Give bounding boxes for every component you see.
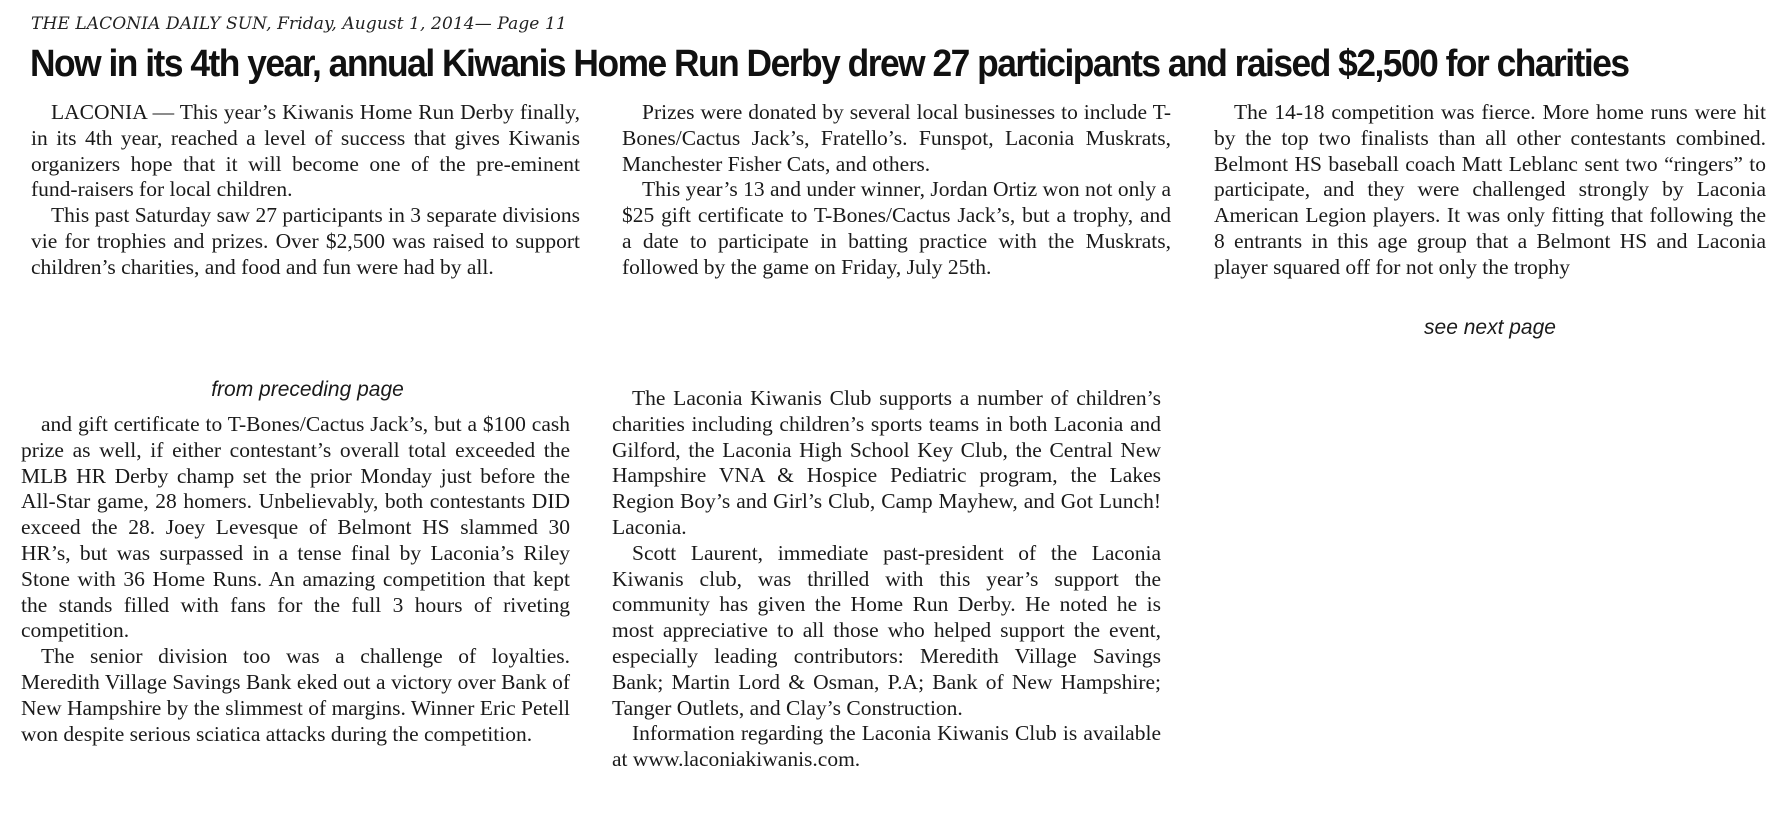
paragraph: This past Saturday saw 27 participants in 3 separate divisions vie for trophies and prizes. Over $2,500 was raised to support children’s charities, and food and fun were had by all. xyxy=(31,203,580,279)
paragraph: LACONIA — This year’s Kiwanis Home Run Derby finally, in its 4th year, reached a level of success that gives Kiwanis organizers hope that it will become one of the pre-eminent fund-raisers for local children. xyxy=(31,100,580,202)
article-column-2 xyxy=(622,100,1171,281)
paragraph: Information regarding the Laconia Kiwanis Club is available at www.laconiakiwanis.com. xyxy=(612,721,1161,772)
paragraph: The senior division too was a challenge of loyalties. Meredith Village Savings Bank eked out a victory over Bank of New Hampshire by the slimmest of margins. Winner Eric Petell won despite serious sciatica attacks during the competition. xyxy=(21,644,570,746)
paragraph: Scott Laurent, immediate past-president of the Laconia Kiwanis club, was thrilled with this year’s support the community has given the Home Run Derby. He noted he is most appreciative to all those who helped support the event, especially leading contributors: Meredith Village Savings Bank; Martin Lord & Osman, P.A; Bank of New Hampshire; Tanger Outlets, and Clay’s Construction. xyxy=(612,540,1161,720)
article-headline: Now in its 4th year, annual Kiwanis Home Run Derby drew 27 participants and raised $2,500 for charities xyxy=(30,43,1629,85)
paragraph: The 14-18 competition was fierce. More home runs were hit by the top two finalists than all other contestants combined. Belmont HS baseball coach Matt Leblanc sent two “ringers” to participate, and they were challenged strongly by Laconia American Legion players. It was only fitting that following the 8 entrants in this age group that a Belmont HS and Laconia player squared off for not only the trophy xyxy=(1214,100,1766,279)
paragraph: This year’s 13 and under winner, Jordan Ortiz won not only a $25 gift certificate to T-Bones/Cactus Jack’s, but a trophy, and a date to participate in batting practice with the Muskrats, followed by the game on Friday, July 25th. xyxy=(622,177,1171,279)
paragraph: and gift certificate to T-Bones/Cactus Jack’s, but a $100 cash prize as well, if either contestant’s overall total exceeded the MLB HR Derby champ set the prior Monday just before the All-Star game, 28 homers. Unbelievably, both contestants DID exceed the 28. Joey Levesque of Belmont HS slammed 30 HR’s, but was surpassed in a tense final by Laconia’s Riley Stone with 36 Home Runs. An amazing competition that kept the stands filled with fans for the full 3 hours of riveting competition. xyxy=(21,412,570,643)
article-column-5 xyxy=(612,386,1161,773)
see-next-page-label: see next page xyxy=(1424,316,1556,339)
page-dateline: THE LACONIA DAILY SUN, Friday, August 1, 2014— Page 11 xyxy=(31,14,567,34)
paragraph: Prizes were donated by several local businesses to include T-Bones/Cactus Jack’s, Fratello’s. Funspot, Laconia Muskrats, Manchester Fisher Cats, and others. xyxy=(622,100,1171,176)
article-column-3 xyxy=(1214,100,1766,281)
article-column-1 xyxy=(31,100,580,281)
article-column-4 xyxy=(21,412,570,747)
from-preceding-page-label: from preceding page xyxy=(211,378,404,401)
paragraph: The Laconia Kiwanis Club supports a number of children’s charities including children’s sports teams in both Laconia and Gilford, the Laconia High School Key Club, the Central New Hampshire VNA & Hospice Pediatric program, the Lakes Region Boy’s and Girl’s Club, Camp Mayhew, and Got Lunch! Laconia. xyxy=(612,386,1161,539)
